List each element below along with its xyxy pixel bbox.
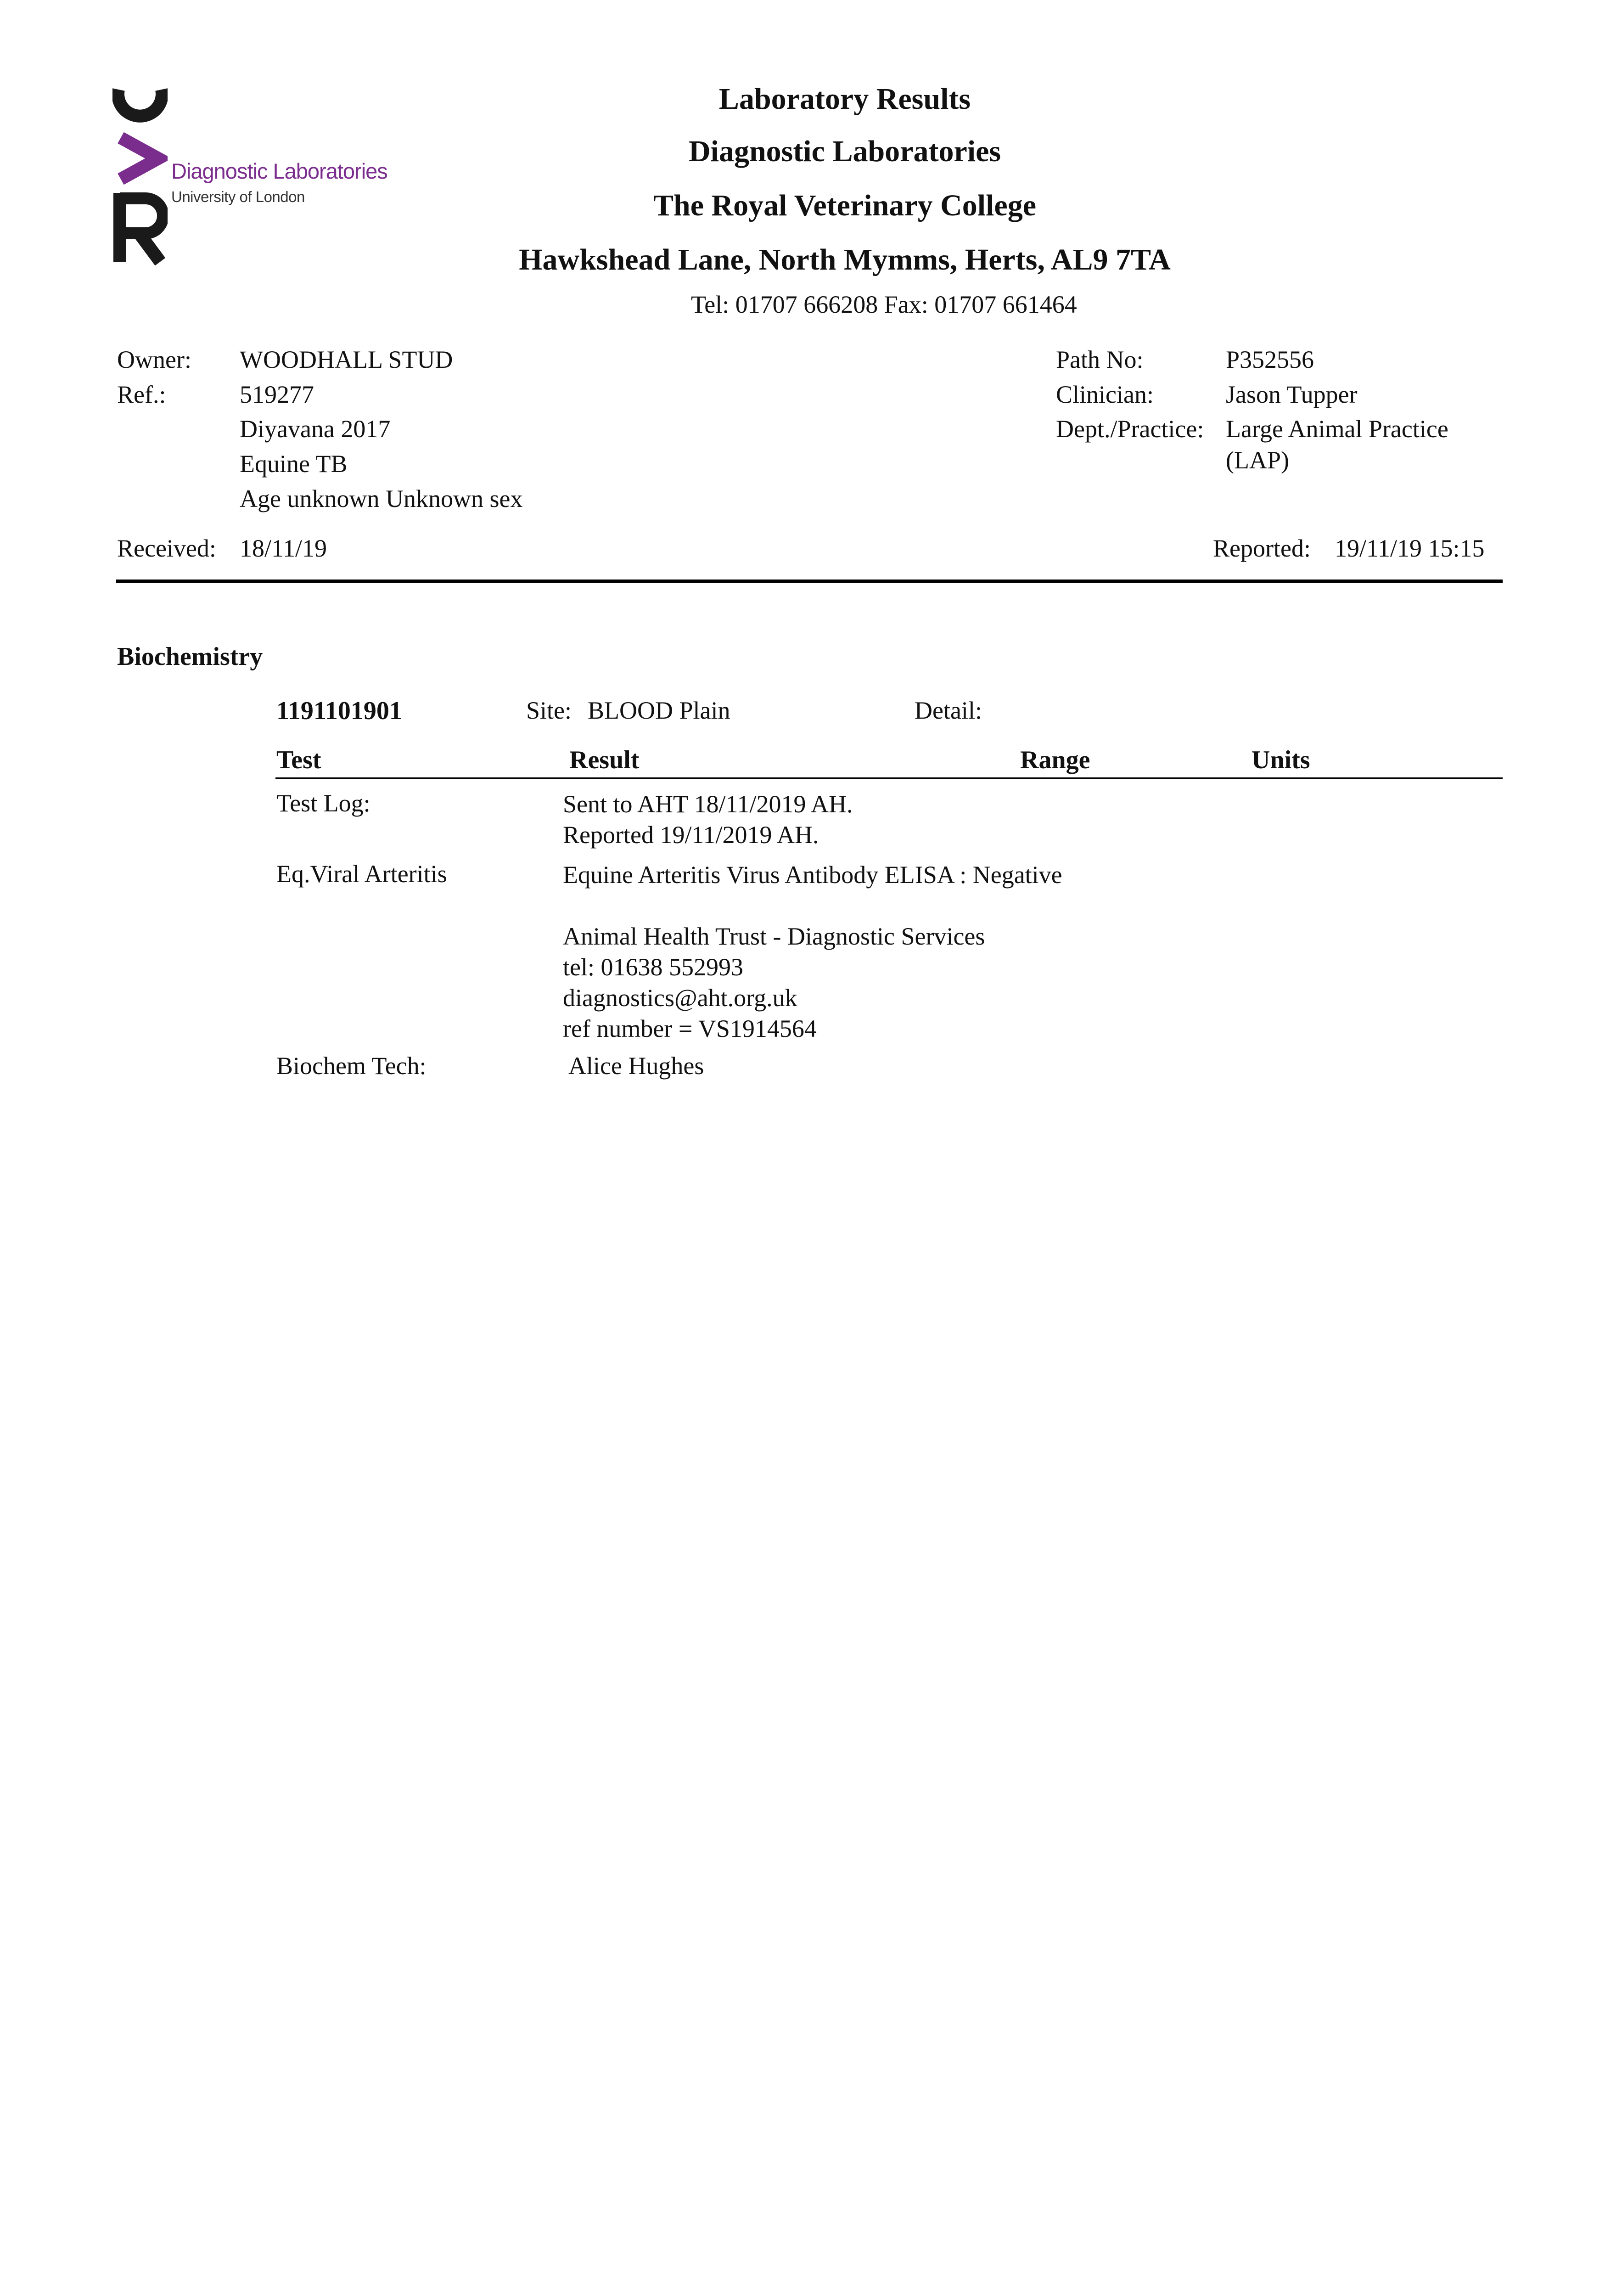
detail-label: Detail: [915,697,982,724]
col-header-result: Result [569,746,640,774]
section-title: Biochemistry [117,642,263,671]
logo-subtitle: Diagnostic Laboratories [171,159,387,183]
dept-value-line1: Large Animal Practice [1226,415,1448,443]
age-sex: Age unknown Unknown sex [240,485,523,512]
col-header-test: Test [276,746,321,774]
reported-label: Reported: [1213,535,1311,562]
site-label: Site: [526,697,572,724]
sample-id: 1191101901 [276,697,402,725]
ref-value: 519277 [240,381,314,408]
ref-label: Ref.: [117,381,166,408]
address: Hawkshead Lane, North Mymms, Herts, AL9 7TA [519,243,1171,276]
table-header-rule [275,777,1503,779]
header-divider [116,580,1503,583]
table-row-result: Alice Hughes [568,1052,704,1080]
animal-name: Diyavana 2017 [240,415,391,443]
dept-value-line2: (LAP) [1226,446,1289,474]
dept-label: Dept./Practice: [1056,415,1204,443]
table-row-test: Biochem Tech: [276,1052,427,1080]
site-value: BLOOD Plain [588,697,730,724]
report-title: Laboratory Results [718,82,971,116]
clinician-label: Clinician: [1056,381,1154,408]
col-header-units: Units [1252,746,1310,774]
table-row-test: Test Log: [276,789,370,817]
species: Equine TB [240,450,348,478]
received-value: 18/11/19 [240,535,327,562]
table-row-test: Eq.Viral Arteritis [276,860,447,888]
logo-university: University of London [171,188,305,205]
lab-name: Diagnostic Laboratories [688,135,1001,168]
col-header-range: Range [1020,746,1090,774]
table-row-result: Sent to AHT 18/11/2019 AH. Reported 19/11/2019 AH. [563,790,853,849]
clinician-value: Jason Tupper [1226,381,1358,408]
path-value: P352556 [1226,346,1314,373]
reported-value: 19/11/19 15:15 [1335,535,1485,562]
contact-line: Tel: 01707 666208 Fax: 01707 661464 [691,291,1077,318]
college-name: The Royal Veterinary College [653,189,1037,222]
path-label: Path No: [1056,346,1144,373]
received-label: Received: [117,535,216,562]
owner-value: WOODHALL STUD [240,346,453,373]
table-row-result: Equine Arteritis Virus Antibody ELISA : Negative Animal Health Trust - Diagnostic Services tel: 01638 552993 diagnostics@aht.org.uk ref number = VS1914564 [563,861,1062,1042]
owner-label: Owner: [117,346,191,373]
